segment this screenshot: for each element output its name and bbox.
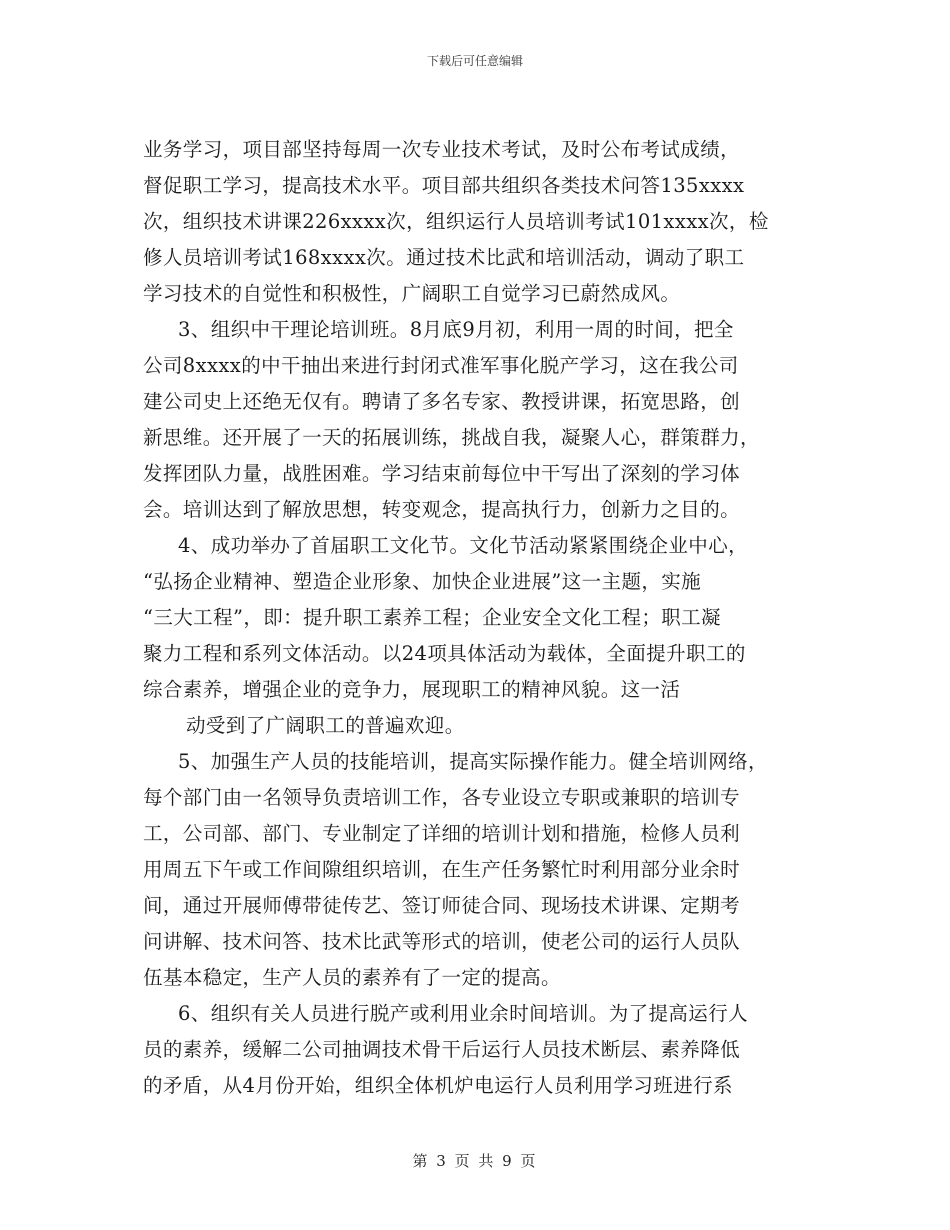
- text-line: 聚力工程和系列文体活动。以24项具体活动为载体，全面提升职工的: [143, 642, 746, 665]
- text-line: 学习技术的自觉性和积极性，广阔职工自觉学习已蔚然成风。: [143, 282, 681, 305]
- text-line: 新思维。还开展了一天的拓展训练，挑战自我，凝聚人心，群策群力，: [143, 426, 760, 449]
- text-line: 修人员培训考试168xxxx次。通过技术比武和培训活动，调动了职工: [143, 246, 745, 269]
- text-line: 间，通过开展师傅带徒传艺、签订师徒合同、现场技术讲课、定期考: [143, 894, 741, 917]
- text-line: “三大工程”，即：提升职工素养工程；企业安全文化工程；职工凝: [143, 606, 721, 629]
- text-line: 督促职工学习，提高技术水平。项目部共组织各类技术问答135xxxx: [143, 174, 745, 197]
- text-line: 会。培训达到了解放思想，转变观念，提高执行力，创新力之目的。: [143, 498, 741, 521]
- paragraph-start-line: 5、加强生产人员的技能培训，提高实际操作能力。健全培训网络，: [178, 750, 768, 773]
- page-footer: 第 3 页 共 9 页: [412, 1152, 538, 1170]
- text-line: 建公司史上还绝无仅有。聘请了多名专家、教授讲课，拓宽思路，创: [143, 390, 741, 413]
- page-header: 下载后可任意编辑: [426, 54, 523, 68]
- text-line: 发挥团队力量，战胜困难。学习结束前每位中干写出了深刻的学习体: [143, 462, 741, 485]
- text-line: 综合素养，增强企业的竞争力，展现职工的精神风貌。这一活: [143, 678, 681, 701]
- text-line: 员的素养，缓解二公司抽调技术骨干后运行人员技术断层、素养降低: [143, 1038, 741, 1061]
- text-line: 次，组织技术讲课226xxxx次，组织运行人员培训考试101xxxx次，检: [143, 210, 769, 233]
- text-line: 伍基本稳定，生产人员的素养有了一定的提高。: [143, 966, 561, 989]
- text-line: 业务学习，项目部坚持每周一次专业技术考试，及时公布考试成绩，: [143, 138, 741, 161]
- text-line: 用周五下午或工作间隙组织培训，在生产任务繁忙时利用部分业余时: [143, 858, 741, 881]
- text-line: “弘扬企业精神、塑造企业形象、加快企业进展”这一主题，实施: [143, 570, 702, 593]
- paragraph-start-line: 4、成功举办了首届职工文化节。文化节活动紧紧围绕企业中心，: [178, 534, 749, 557]
- paragraph-start-line: 3、组织中干理论培训班。8月底9月初，利用一周的时间，把全: [178, 318, 734, 341]
- text-line: 工，公司部、部门、专业制定了详细的培训计划和措施，检修人员利: [143, 822, 741, 845]
- text-line: 的矛盾，从4月份开始，组织全体机炉电运行人员利用学习班进行系: [143, 1074, 733, 1097]
- text-line: 公司8xxxx的中干抽出来进行封闭式准军事化脱产学习，这在我公司: [143, 354, 739, 377]
- text-line: 每个部门由一名领导负责培训工作，各专业设立专职或兼职的培训专: [143, 786, 741, 809]
- text-line: 动受到了广阔职工的普遍欢迎。: [186, 714, 465, 737]
- text-line: 问讲解、技术问答、技术比武等形式的培训，使老公司的运行人员队: [143, 930, 741, 953]
- paragraph-start-line: 6、组织有关人员进行脱产或利用业余时间培训。为了提高运行人: [178, 1002, 749, 1025]
